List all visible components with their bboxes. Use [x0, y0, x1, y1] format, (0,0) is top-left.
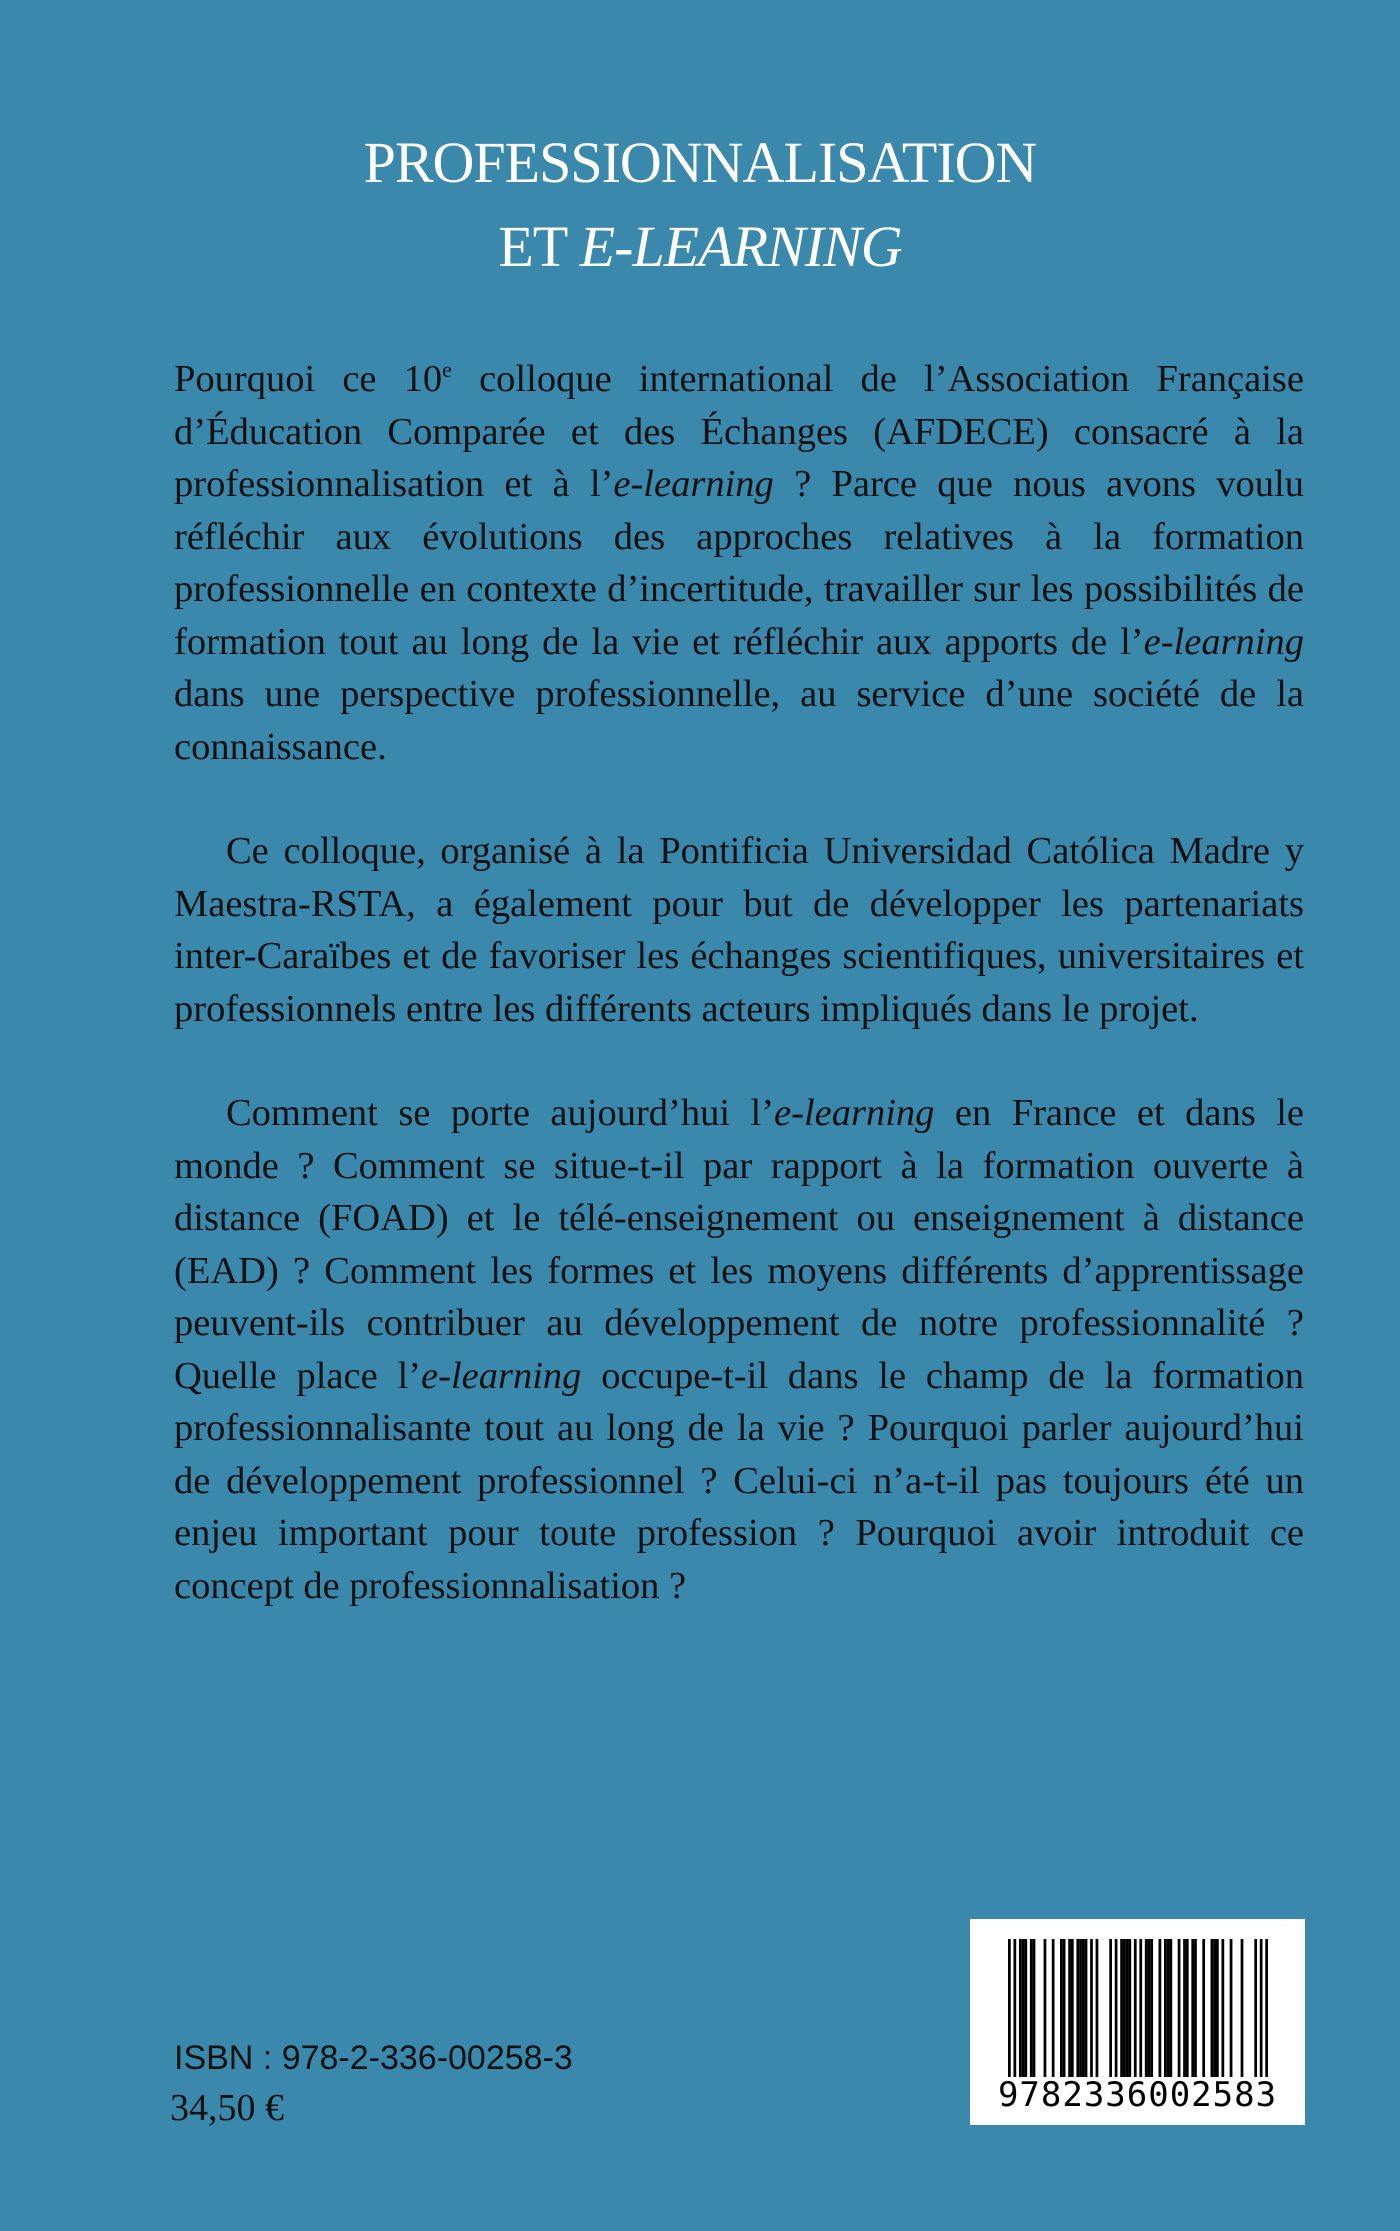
- cover-title-line-2: [0, 212, 1400, 282]
- cover-title-italic: E-LEARNING: [579, 214, 902, 279]
- barcode-bar: [1085, 1939, 1088, 2077]
- barcode-bar: [1024, 1939, 1027, 2077]
- p3-text-3: occupe-t-il dans le champ de la formation professionnalisante tout au long de la vie ? Pourquoi parler aujourd’hui de développement professionnel ? Celui-ci n’a-t-il pas toujours été un enjeu important pour toute profession ? Pourquoi avoir introduit ce concept de professionnalisation ?: [174, 1354, 1304, 1607]
- barcode-bar: [1013, 1939, 1016, 2077]
- barcode-bar: [1211, 1939, 1214, 2077]
- cover-title-prefix: ET: [498, 214, 567, 279]
- barcode-bar: [1044, 1939, 1047, 2077]
- barcode-bar: [1128, 1939, 1131, 2077]
- p1-text-1: Pourquoi ce 10: [174, 358, 443, 400]
- blurb-text: [174, 353, 1304, 1664]
- barcode-bar: [1079, 1939, 1082, 2077]
- barcode-bar: [1115, 1939, 1118, 2077]
- barcode-bar: [1134, 1939, 1137, 2077]
- barcode-bar: [1230, 1939, 1233, 2077]
- barcode-bar: [1167, 1939, 1170, 2077]
- barcode-bar: [1216, 1939, 1219, 2077]
- p3-italic-2: e-learning: [421, 1354, 582, 1397]
- barcode-bar: [1030, 1939, 1033, 2077]
- barcode-bar: [1186, 1939, 1189, 2077]
- barcode-bar: [1221, 1939, 1224, 2077]
- barcode-bar: [1082, 1939, 1085, 2077]
- barcode-bar: [1145, 1939, 1148, 2077]
- barcode-bar: [1019, 1939, 1022, 2077]
- p3-text-2: en France et dans le monde ? Comment se situe-t-il par rapport à la formation ouverte à distance (FOAD) et le télé-enseignement ou enseignement à distance (EAD) ? Comment les formes et les moyens différents d’apprentissage peuvent-ils contribuer au développement de notre professionnalité ? Quelle place l’: [174, 1092, 1304, 1397]
- blurb-paragraph-2: Ce colloque, organisé à la Pontificia Universidad Católica Madre y Maestra-RSTA, a également pour but de développer les partenariats inter-Caraïbes et de favoriser les échanges scientifiques, universitaires et professionnels entre les différents acteurs impliqués dans le projet.: [174, 830, 1304, 1030]
- barcode-bar: [1164, 1939, 1167, 2077]
- p3-italic-1: e-learning: [774, 1092, 935, 1134]
- barcode-bar: [1194, 1939, 1197, 2077]
- barcode-bar: [1265, 1939, 1268, 2077]
- cover-title-line-1: PROFESSIONNALISATION: [363, 130, 1037, 195]
- barcode-bar: [1096, 1939, 1099, 2077]
- barcode-bar: [1254, 1939, 1257, 2077]
- p1-italic-1: e-learning: [613, 463, 774, 505]
- barcode-bar: [1178, 1939, 1181, 2077]
- barcode-bar: [1241, 1939, 1244, 2077]
- p1-italic-2: e-learning: [1143, 620, 1304, 663]
- barcode-bar: [1071, 1939, 1074, 2077]
- p3-text-1: Comment se porte aujourd’hui l’: [226, 1092, 775, 1134]
- barcode-bar: [1022, 1939, 1025, 2077]
- barcode-bar: [1150, 1939, 1153, 2077]
- barcode-bar: [1169, 1939, 1172, 2077]
- p1-superscript: e: [442, 357, 452, 383]
- barcode-bar: [1008, 1939, 1011, 2077]
- barcode-bar: [1052, 1939, 1055, 2077]
- p1-text-3: ? Parce que nous avons voulu réfléchir aux évolutions des approches relatives à la formation professionnelle en contexte d’incertitude, travailler sur les possibilités de formation tout au long de la vie et réfléchir aux apports de l’: [174, 463, 1304, 663]
- barcode-bar: [1159, 1939, 1162, 2077]
- barcode-bar: [1202, 1939, 1205, 2077]
- barcode-bar: [1148, 1939, 1151, 2077]
- price-label: 34,50 €: [170, 2087, 284, 2129]
- barcode-number: 9782336002583: [997, 2075, 1278, 2115]
- barcode-bar: [1033, 1939, 1036, 2077]
- p1-text-2: colloque international de l’Association Française d’Éducation Comparée et des Échanges (AFDECE) consacré à la professionnalisation et à l’: [174, 358, 1304, 505]
- barcode-bar: [1120, 1939, 1123, 2077]
- barcode-bar: [1139, 1939, 1142, 2077]
- barcode-bar: [1213, 1939, 1216, 2077]
- blurb-paragraph-1: [174, 353, 1304, 773]
- barcode-bar: [1123, 1939, 1126, 2077]
- barcode-bar: [1260, 1939, 1263, 2077]
- barcode-bar: [1063, 1939, 1066, 2077]
- barcode-bar: [1109, 1939, 1112, 2077]
- p1-text-4: dans une perspective professionnelle, au service d’une société de la connaissance.: [174, 673, 1304, 768]
- barcode-bar: [1068, 1939, 1071, 2077]
- barcode-bar: [1183, 1939, 1186, 2077]
- isbn-label: ISBN : 978-2-336-00258-3: [174, 2039, 573, 2077]
- barcode: [970, 1919, 1305, 2125]
- barcode-bar: [1090, 1939, 1093, 2077]
- barcode-bar: [1191, 1939, 1194, 2077]
- blurb-paragraph-3: [174, 1087, 1304, 1612]
- barcode-bar: [1076, 1939, 1079, 2077]
- barcode-bar: [1060, 1939, 1063, 2077]
- barcode-bar: [1126, 1939, 1129, 2077]
- barcode-bars: [1008, 1939, 1268, 2077]
